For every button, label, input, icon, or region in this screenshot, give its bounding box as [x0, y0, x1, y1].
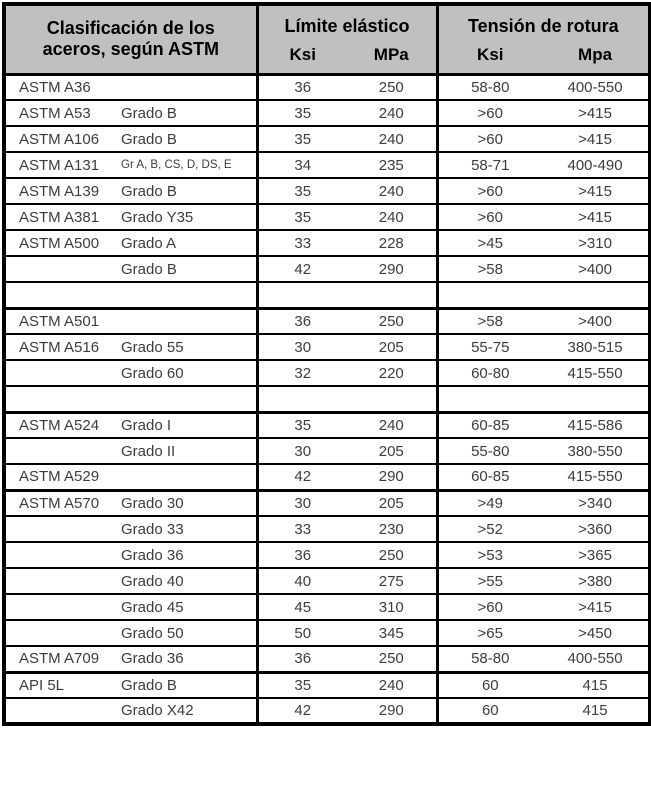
- yield-mpa-value: [347, 282, 437, 308]
- table-row: [4, 256, 650, 282]
- row-spec-name: ASTM A709: [4, 646, 116, 672]
- yield-mpa-value: 240: [347, 412, 437, 438]
- header-classification: [4, 4, 257, 74]
- row-spec-name: ASTM A524: [4, 412, 116, 438]
- yield-mpa-value: 240: [347, 178, 437, 204]
- table-row: [4, 516, 650, 542]
- yield-mpa-value: 250: [347, 308, 437, 334]
- yield-ksi-value: 45: [257, 594, 347, 620]
- tensile-mpa-value: [542, 386, 650, 412]
- row-spec-name: [4, 256, 116, 282]
- tensile-mpa-value: 400-550: [567, 78, 623, 96]
- tensile-ksi-value: 60-80: [437, 360, 542, 386]
- table-row: [4, 594, 650, 620]
- row-spec-name: [4, 386, 116, 412]
- yield-mpa-value: 275: [347, 568, 437, 594]
- header-row-titles: [4, 4, 650, 42]
- tensile-ksi-value: [437, 282, 542, 308]
- yield-ksi-value: 36: [257, 74, 347, 100]
- tensile-ksi-value: 60: [437, 698, 542, 724]
- yield-ksi-value: 30: [257, 490, 347, 516]
- tensile-ksi-value: >55: [437, 568, 542, 594]
- row-spec-name: [4, 698, 116, 724]
- row-grade: Grado A: [116, 230, 257, 256]
- row-grade: Grado 36: [116, 542, 257, 568]
- row-spec-name: ASTM A501: [4, 308, 116, 334]
- yield-mpa-value: [347, 386, 437, 412]
- row-spec-name: ASTM A570: [4, 490, 116, 516]
- row-grade: [116, 74, 257, 100]
- yield-mpa-value: 250: [347, 646, 437, 672]
- row-grade: Grado 30: [116, 490, 257, 516]
- header-classification-line1: Clasificación de los: [46, 17, 215, 38]
- table-row: [4, 464, 650, 490]
- table-row: [4, 100, 650, 126]
- tensile-ksi-value: >49: [437, 490, 542, 516]
- row-grade: Grado B: [116, 126, 257, 152]
- row-spec-name: ASTM A516: [4, 334, 116, 360]
- tensile-ksi-value: >60: [437, 594, 542, 620]
- steel-classification-table: [2, 2, 651, 726]
- tensile-ksi-value: >60: [437, 100, 542, 126]
- tensile-mpa-value: 415: [542, 698, 650, 724]
- table-row: [4, 178, 650, 204]
- yield-ksi-value: 33: [257, 516, 347, 542]
- yield-ksi-value: 36: [257, 542, 347, 568]
- row-grade: Grado II: [116, 438, 257, 464]
- table-header: [4, 4, 650, 74]
- yield-mpa-value: 240: [347, 126, 437, 152]
- table-row: [4, 334, 650, 360]
- tensile-ksi-value: >45: [437, 230, 542, 256]
- yield-mpa-value: 235: [347, 152, 437, 178]
- yield-mpa-value: 345: [347, 620, 437, 646]
- row-grade: Grado 55: [116, 334, 257, 360]
- row-grade: Gr A, B, CS, D, DS, E: [116, 152, 257, 178]
- row-spec-name: [4, 438, 116, 464]
- table-row: [4, 360, 650, 386]
- row-grade: Grado 36: [116, 646, 257, 672]
- row-spec-name: [4, 282, 116, 308]
- tensile-mpa-value: 415: [542, 672, 650, 698]
- yield-ksi-value: 36: [257, 646, 347, 672]
- yield-ksi-value: 35: [257, 126, 347, 152]
- tensile-mpa-value: >380: [542, 568, 650, 594]
- tensile-ksi-value: 55-75: [437, 334, 542, 360]
- row-grade: Grado X42: [116, 698, 257, 724]
- tensile-ksi-value: >60: [437, 126, 542, 152]
- row-spec-name: ASTM A53: [4, 100, 116, 126]
- tensile-ksi-value: >58: [437, 308, 542, 334]
- tensile-mpa-value: >450: [542, 620, 650, 646]
- tensile-mpa-value: 380-550: [542, 438, 650, 464]
- row-grade: Grado 33: [116, 516, 257, 542]
- table-row-empty: [4, 282, 650, 308]
- row-grade: [116, 308, 257, 334]
- tensile-mpa-value: >365: [542, 542, 650, 568]
- yield-mpa-value: 290: [347, 464, 437, 490]
- tensile-ksi-value: 55-80: [437, 438, 542, 464]
- yield-ksi-value: 33: [257, 230, 347, 256]
- row-grade: Grado 40: [116, 568, 257, 594]
- row-grade: [116, 282, 257, 308]
- tensile-ksi-value: >60: [437, 178, 542, 204]
- row-spec-name: [4, 516, 116, 542]
- tensile-ksi-value: >58: [437, 256, 542, 282]
- tensile-ksi-value: 58-71: [437, 152, 542, 178]
- table-row: [4, 152, 650, 178]
- tensile-mpa-value: 400-490: [542, 152, 650, 178]
- tensile-mpa-value: >415: [542, 126, 650, 152]
- header-yield-strength: Límite elástico: [257, 4, 437, 42]
- tensile-ksi-value: >60: [437, 204, 542, 230]
- row-grade: Grado 45: [116, 594, 257, 620]
- row-spec-name: ASTM A381: [4, 204, 116, 230]
- table-row: [4, 126, 650, 152]
- row-spec-name: [4, 542, 116, 568]
- tensile-mpa-value: >310: [542, 230, 650, 256]
- tensile-ksi-value: 58-80: [437, 74, 542, 100]
- header-tensile-strength: Tensión de rotura: [437, 4, 650, 42]
- yield-ksi-value: 50: [257, 620, 347, 646]
- yield-mpa-value: 250: [378, 78, 404, 96]
- row-grade: Grado B: [116, 178, 257, 204]
- yield-mpa-value: 205: [347, 438, 437, 464]
- tensile-ksi-value: >53: [437, 542, 542, 568]
- yield-ksi-value: 40: [257, 568, 347, 594]
- tensile-mpa-value: >415: [542, 100, 650, 126]
- row-spec-name: ASTM A500: [4, 230, 116, 256]
- table-row: [4, 646, 650, 672]
- tensile-mpa-value: >340: [542, 490, 650, 516]
- header-yield-mpa: MPa: [347, 42, 437, 74]
- yield-mpa-value: 290: [347, 698, 437, 724]
- row-spec-name: ASTM A36: [19, 78, 91, 96]
- table-row: [4, 308, 650, 334]
- tensile-mpa-value: 400-550: [542, 646, 650, 672]
- table-row: [4, 204, 650, 230]
- yield-ksi-value: 36: [257, 308, 347, 334]
- tensile-ksi-value: 60-85: [437, 464, 542, 490]
- tensile-mpa-value: >415: [542, 594, 650, 620]
- table-row: [4, 490, 650, 516]
- tensile-mpa-value: 415-550: [542, 360, 650, 386]
- tensile-mpa-value: >415: [542, 204, 650, 230]
- row-spec-name: ASTM A529: [4, 464, 116, 490]
- yield-mpa-value: 310: [347, 594, 437, 620]
- yield-mpa-value: 205: [347, 490, 437, 516]
- table-row: [4, 412, 650, 438]
- row-spec-name: [4, 594, 116, 620]
- tensile-mpa-value: [542, 282, 650, 308]
- row-spec-name: API 5L: [4, 672, 116, 698]
- table-row-empty: [4, 386, 650, 412]
- row-grade: Grado B: [116, 672, 257, 698]
- yield-ksi-value: 35: [257, 178, 347, 204]
- tensile-mpa-value: 380-515: [542, 334, 650, 360]
- table-row: [4, 672, 650, 698]
- tensile-ksi-value: >65: [437, 620, 542, 646]
- tensile-mpa-value: >415: [542, 178, 650, 204]
- tensile-ksi-value: >52: [437, 516, 542, 542]
- header-classification-line2: aceros, según ASTM: [42, 39, 219, 60]
- row-spec-name: [4, 568, 116, 594]
- yield-ksi-value: 35: [257, 100, 347, 126]
- yield-ksi-value: [257, 386, 347, 412]
- table-row: [4, 542, 650, 568]
- yield-mpa-value: 230: [347, 516, 437, 542]
- tensile-mpa-value: 415-550: [542, 464, 650, 490]
- yield-ksi-value: 35: [257, 204, 347, 230]
- yield-mpa-value: 205: [347, 334, 437, 360]
- row-grade: Grado B: [116, 100, 257, 126]
- row-grade: Grado I: [116, 412, 257, 438]
- header-tensile-mpa: Mpa: [542, 42, 650, 74]
- header-tensile-ksi: Ksi: [437, 42, 542, 74]
- row-grade: [116, 464, 257, 490]
- table-row: [4, 74, 650, 100]
- row-grade: Grado Y35: [116, 204, 257, 230]
- yield-ksi-value: 30: [257, 334, 347, 360]
- yield-mpa-value: 240: [347, 672, 437, 698]
- row-grade: Grado B: [116, 256, 257, 282]
- yield-ksi-value: [257, 282, 347, 308]
- table-body: [4, 74, 650, 724]
- yield-ksi-value: 42: [257, 698, 347, 724]
- tensile-ksi-value: [437, 386, 542, 412]
- yield-ksi-value: 35: [257, 412, 347, 438]
- header-yield-ksi: Ksi: [257, 42, 347, 74]
- row-spec-name: ASTM A106: [4, 126, 116, 152]
- yield-mpa-value: 250: [347, 542, 437, 568]
- yield-ksi-value: 30: [257, 438, 347, 464]
- row-spec-name: [4, 360, 116, 386]
- tensile-mpa-value: >400: [542, 256, 650, 282]
- tensile-mpa-value: 415-586: [542, 412, 650, 438]
- tensile-mpa-value: >360: [542, 516, 650, 542]
- yield-ksi-value: 42: [257, 464, 347, 490]
- tensile-ksi-value: 60: [437, 672, 542, 698]
- yield-mpa-value: 228: [347, 230, 437, 256]
- tensile-ksi-value: 58-80: [437, 646, 542, 672]
- yield-mpa-value: 240: [347, 100, 437, 126]
- table-row: [4, 698, 650, 724]
- yield-mpa-value: 240: [347, 204, 437, 230]
- tensile-ksi-value: 60-85: [437, 412, 542, 438]
- row-grade: [116, 386, 257, 412]
- yield-ksi-value: 35: [257, 672, 347, 698]
- table-row: [4, 438, 650, 464]
- yield-ksi-value: 34: [257, 152, 347, 178]
- row-spec-name: ASTM A131: [4, 152, 116, 178]
- table-row: [4, 230, 650, 256]
- table-row: [4, 568, 650, 594]
- row-grade: Grado 60: [116, 360, 257, 386]
- yield-ksi-value: 32: [257, 360, 347, 386]
- yield-ksi-value: 42: [257, 256, 347, 282]
- tensile-mpa-value: >400: [542, 308, 650, 334]
- row-spec-name: ASTM A139: [4, 178, 116, 204]
- yield-mpa-value: 220: [347, 360, 437, 386]
- row-grade: Grado 50: [116, 620, 257, 646]
- table-row: [4, 620, 650, 646]
- row-spec-name: [4, 620, 116, 646]
- yield-mpa-value: 290: [347, 256, 437, 282]
